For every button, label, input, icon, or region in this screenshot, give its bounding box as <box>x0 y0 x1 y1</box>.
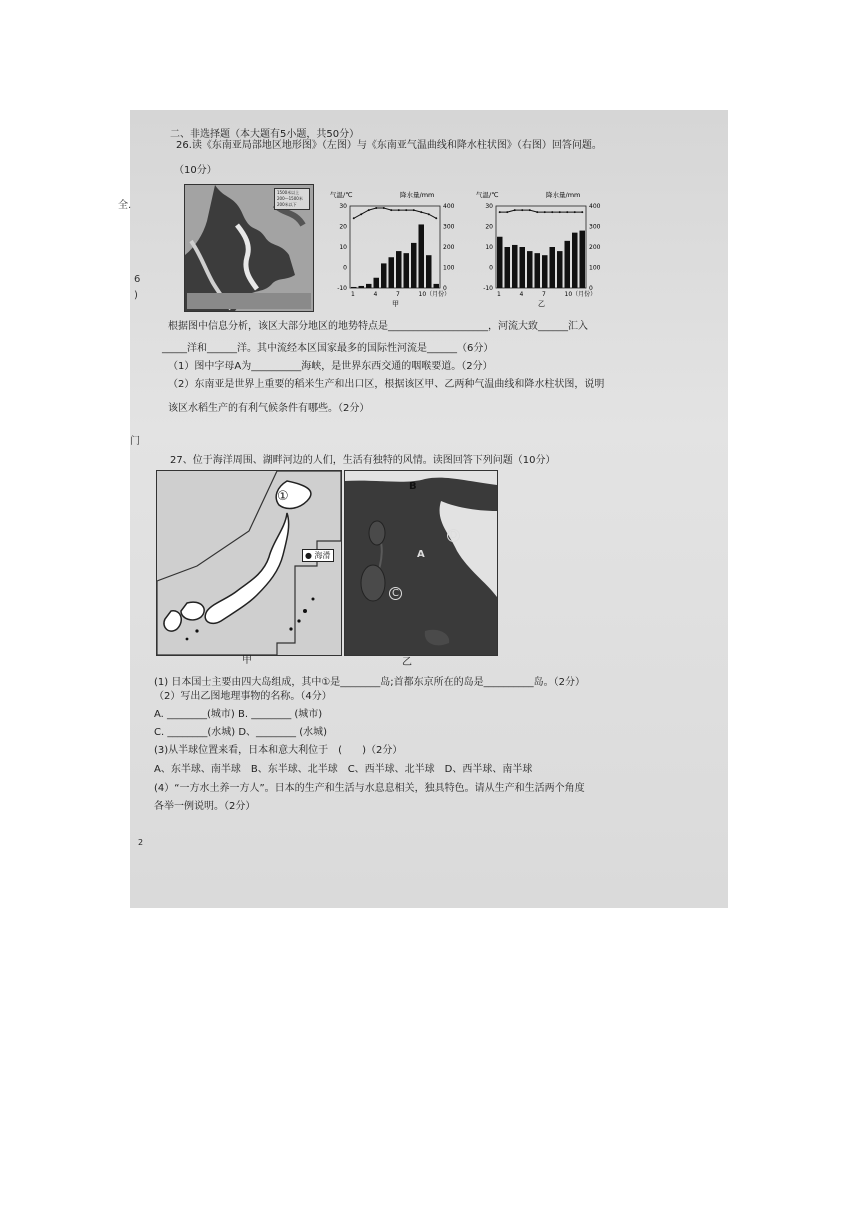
precipitation-bar <box>550 247 556 288</box>
q27-sub2b: C. ________(水城) D、________ (水城) <box>154 727 328 738</box>
x-tick-label: 7 <box>542 291 546 298</box>
temperature-point <box>383 207 385 209</box>
temperature-point <box>551 211 553 213</box>
temperature-point <box>499 211 501 213</box>
y-left-tick-label: 20 <box>485 223 493 231</box>
y-left-tick-label: 10 <box>485 244 493 251</box>
precipitation-bar <box>512 245 518 288</box>
precipitation-bar <box>542 255 548 288</box>
y-left-tick-label: 0 <box>489 264 493 272</box>
q26-sub1: （1）图中字母A为__________海峡，是世界东西交通的咽喉要道。（2分） <box>168 361 493 372</box>
q27-stem: 27、位于海洋周围、湖畔河边的人们，生活有独特的风情。读图回答下列问题（10分） <box>170 455 556 466</box>
temperature-point <box>559 211 561 213</box>
precipitation-bar <box>426 255 432 288</box>
water-city-d-label: D <box>447 529 460 542</box>
precipitation-bar <box>359 286 365 288</box>
x-tick-label: 7 <box>396 291 400 298</box>
precipitation-bar <box>565 241 571 288</box>
temperature-point <box>353 217 355 219</box>
temperature-point <box>536 211 538 213</box>
temperature-point <box>435 217 437 219</box>
q26-line2: _____洋和______洋。其中流经本区国家最多的国际性河流是______（6分） <box>162 343 494 354</box>
y-right-tick-label: 300 <box>589 223 601 231</box>
chart-caption: 乙 <box>538 300 545 308</box>
q26-sub2a: （2）东南亚是世界上重要的稻米生产和出口区，根据该区甲、乙两种气温曲线和降水柱状图，说明 <box>168 379 605 390</box>
italy-map-drawing <box>345 471 497 655</box>
legend-item-low: 200米以下 <box>277 202 297 207</box>
temperature-point <box>420 211 422 213</box>
southeast-asia-terrain-map <box>184 184 314 312</box>
precipitation-bar <box>419 224 425 288</box>
y-right-tick-label: 200 <box>443 244 455 251</box>
y-right-tick-label: 0 <box>443 285 447 292</box>
precipitation-bar <box>411 243 417 288</box>
hokkaido-inset-label: ● 海滑 <box>302 549 334 562</box>
margin-mark-4: 门 <box>130 436 140 447</box>
precipitation-bar <box>527 251 533 288</box>
y-right-tick-label: 400 <box>443 203 455 210</box>
temperature-point <box>375 207 377 209</box>
precipitation-bar <box>580 231 586 288</box>
y-left-tick-label: 30 <box>339 203 347 210</box>
y-left-axis-label: 气温/℃ <box>476 191 499 199</box>
japan-map <box>156 470 342 656</box>
precipitation-bar <box>396 251 402 288</box>
temperature-point <box>566 211 568 213</box>
x-tick-label: 10（月份） <box>418 291 451 298</box>
margin-mark-2: 6 <box>134 274 141 285</box>
temperature-line <box>500 210 583 212</box>
q26-sub2b: 该区水稻生产的有利气候条件有哪些。（2分） <box>168 403 370 414</box>
q27-sub3: (3)从半球位置来看，日本和意大利位于 ( )（2分） <box>154 745 403 756</box>
x-tick-label: 4 <box>519 291 524 298</box>
margin-mark-3: ) <box>134 290 138 301</box>
q27-sub3-options: A、东半球、南半球 B、东半球、北半球 C、西半球、北半球 D、西半球、南半球 <box>154 764 533 775</box>
precipitation-bar <box>434 284 440 288</box>
temperature-point <box>360 213 362 215</box>
precipitation-bar <box>535 253 541 288</box>
precipitation-bar <box>404 253 410 288</box>
page-number: 2 <box>138 838 144 847</box>
precipitation-bar <box>557 251 563 288</box>
y-right-axis-label: 降水量/mm <box>400 191 435 199</box>
section-title: 二、非选择题（本大题有5小题，共50分） <box>170 129 360 140</box>
chart-caption: 甲 <box>392 300 399 308</box>
city-b-label: B <box>409 481 417 492</box>
temperature-point <box>405 209 407 211</box>
precipitation-bar <box>374 278 380 288</box>
y-right-tick-label: 400 <box>589 203 601 210</box>
y-right-axis-label: 降水量/mm <box>546 191 581 199</box>
y-right-tick-label: 200 <box>589 244 601 251</box>
italy-map-caption: 乙 <box>402 657 412 668</box>
temperature-point <box>544 211 546 213</box>
temperature-point <box>413 209 415 211</box>
precipitation-bar <box>351 287 357 288</box>
q26-stem: 26.读《东南亚局部地区地形图》（左图）与《东南亚气温曲线和降水柱状图》（右图）回答问题。 <box>176 140 602 151</box>
precipitation-bar <box>520 247 526 288</box>
precipitation-bar <box>389 257 395 288</box>
precipitation-bar <box>572 233 578 288</box>
water-city-c-label: C <box>389 587 402 600</box>
temperature-point <box>529 209 531 211</box>
y-left-tick-label: 0 <box>343 264 347 272</box>
x-tick-label: 4 <box>373 291 378 298</box>
y-left-axis-label: 气温/℃ <box>330 191 353 199</box>
temperature-point <box>581 211 583 213</box>
q27-sub2a: A. ________(城市) B. ________ (城市) <box>154 709 323 720</box>
legend-item-mid: 200—1500米 <box>277 196 303 201</box>
y-left-tick-label: 20 <box>339 223 347 231</box>
y-left-tick-label: 10 <box>339 244 347 251</box>
precipitation-bar <box>505 247 511 288</box>
japan-map-drawing <box>157 471 341 655</box>
legend-item-high: 1500米以上 <box>277 190 300 195</box>
temperature-point <box>398 209 400 211</box>
y-right-tick-label: 300 <box>443 223 455 231</box>
italy-map <box>344 470 498 656</box>
y-right-tick-label: 100 <box>589 264 601 272</box>
temperature-line <box>354 208 437 218</box>
x-tick-label: 10（月份） <box>564 291 597 298</box>
temperature-point <box>506 211 508 213</box>
q27-sub2: （2）写出乙图地理事物的名称。（4分） <box>154 691 332 702</box>
japan-map-caption: 甲 <box>242 655 252 666</box>
precipitation-bar <box>497 237 503 288</box>
y-left-tick-label: 30 <box>485 203 493 210</box>
margin-mark-1: 全. <box>118 200 132 211</box>
climate-chart-jia <box>328 188 468 312</box>
temperature-point <box>368 209 370 211</box>
y-left-tick-label: -10 <box>483 285 493 292</box>
city-a-label: A <box>417 549 425 560</box>
temperature-point <box>514 209 516 211</box>
q27-sub4a: (4）“一方水土养一方人”。日本的生产和生活与水息息相关，独具特色。请从生产和生活两个角度 <box>154 783 585 794</box>
temperature-point <box>574 211 576 213</box>
x-tick-label: 1 <box>351 291 355 298</box>
temperature-point <box>521 209 523 211</box>
island-1-label: ① <box>277 489 289 504</box>
q26-line1: 根据图中信息分析，该区大部分地区的地势特点是____________________，河流大致______汇入 <box>168 321 588 332</box>
climate-chart-yi <box>474 188 614 312</box>
q27-sub1: (1) 日本国士主要由四大岛组成，其中①是________岛;首都东京所在的岛是__________岛。（2分） <box>154 677 586 688</box>
y-left-tick-label: -10 <box>337 285 347 292</box>
temperature-point <box>390 209 392 211</box>
y-right-tick-label: 0 <box>589 285 593 292</box>
map-legend <box>274 188 310 210</box>
exam-sheet <box>130 110 728 908</box>
temperature-point <box>428 213 430 215</box>
q26-score: （10分） <box>174 165 217 176</box>
y-right-tick-label: 100 <box>443 264 455 272</box>
precipitation-bar <box>381 263 387 288</box>
q27-sub4b: 各举一例说明。（2分） <box>154 801 256 812</box>
x-tick-label: 1 <box>497 291 501 298</box>
precipitation-bar <box>366 284 372 288</box>
